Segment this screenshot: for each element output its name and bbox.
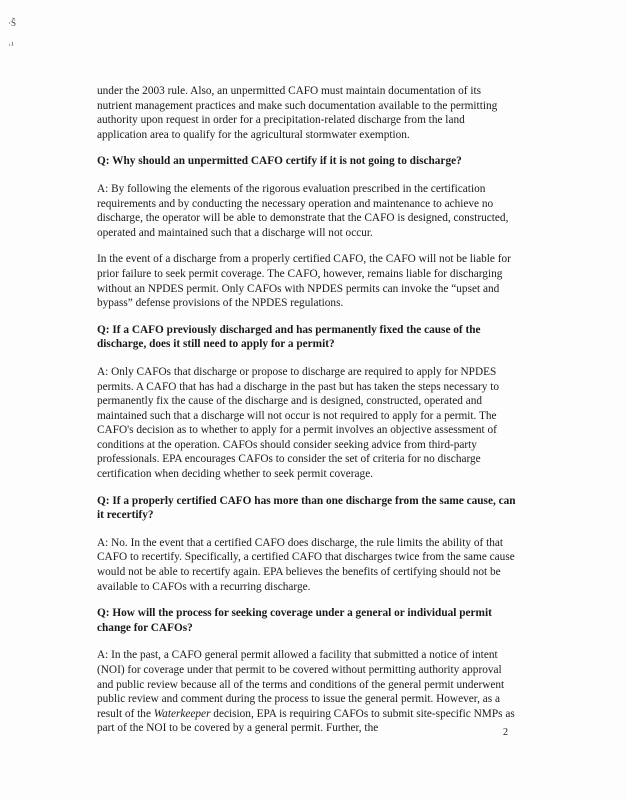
paragraph-continuation: under the 2003 rule. Also, an unpermitted CAFO must maintain documentation of its nutrient management practices and make such documentation available to the permitting authority upon request in order for a precipitation-related discharge from the land application area to qualify for the agricultural stormwater exemption. (97, 85, 498, 141)
question-heading: Q: Why should an unpermitted CAFO certify if it is not going to discharge? (97, 155, 462, 168)
answer-paragraph: A: By following the elements of the rigorous evaluation prescribed in the certification requirements and by conducting the necessary operation and maintenance to achieve no discharge, the operator will be able to demonstrate that the CAFO is designed, constructed, operated and maintained such that a discharge will not occur. (97, 182, 509, 239)
document-body (97, 84, 517, 748)
question-heading: Q: If a properly certified CAFO has more than one discharge from the same cause, can it recertify? (97, 494, 516, 522)
question-heading: Q: How will the process for seeking coverage under a general or individual permit change for CAFOs? (97, 607, 492, 634)
case-name-italic: Waterkeeper (153, 707, 211, 720)
answer-paragraph: A: Only CAFOs that discharge or propose to discharge are required to apply for NPDES permits. A CAFO that has had a discharge in the past but has taken the steps necessary to permanently fix the cause of the discharge and is designed, constructed, operated and maintained such that a discharge will not occur is not required to apply for a permit. The CAFO's decision as to whether to apply for a permit involves an objective assessment of conditions at the operation. CAFOs should consider seeking advice from third-party professionals. EPA encourages CAFOs to consider the set of criteria for no discharge certification when deciding whether to seek permit coverage. (97, 365, 500, 481)
answer-text-part: A: In the past, a CAFO general permit allowed a facility that submitted a notice of intent (NOI) for coverage under that permit to be covered without permitting authority approval and public review because all of the terms and conditions of the general permit underwent public review and comment during the process to issue the general permit. However, as a result of the (97, 649, 505, 720)
page-number: 2 (503, 727, 508, 738)
body-paragraph: In the event of a discharge from a properly certified CAFO, the CAFO will not be liable for prior failure to seek permit coverage. The CAFO, however, remains liable for discharging without an NPDES permit. Only CAFOs with NPDES permits can invoke the “upset and bypass” defense provisions of the NPDES regulations. (97, 253, 511, 310)
scan-artifact-mark: ·Š (8, 18, 17, 28)
scan-artifact-mark: ·¹ (8, 40, 14, 50)
answer-paragraph (97, 648, 517, 736)
question-heading: Q: If a CAFO previously discharged and has permanently fixed the cause of the discharge, does it still need to apply for a permit? (97, 323, 481, 351)
answer-text-part: decision, EPA is requiring CAFOs to submit site-specific NMPs as part of the NOI to be covered by a general permit. Further, the (97, 707, 515, 735)
answer-paragraph: A: No. In the event that a certified CAFO does discharge, the rule limits the ability of that CAFO to recertify. Specifically, a certified CAFO that discharges twice from the same cause would not be able to recertify again. EPA believes the benefits of certifying should not be available to CAFOs with a recurring discharge. (97, 536, 515, 593)
